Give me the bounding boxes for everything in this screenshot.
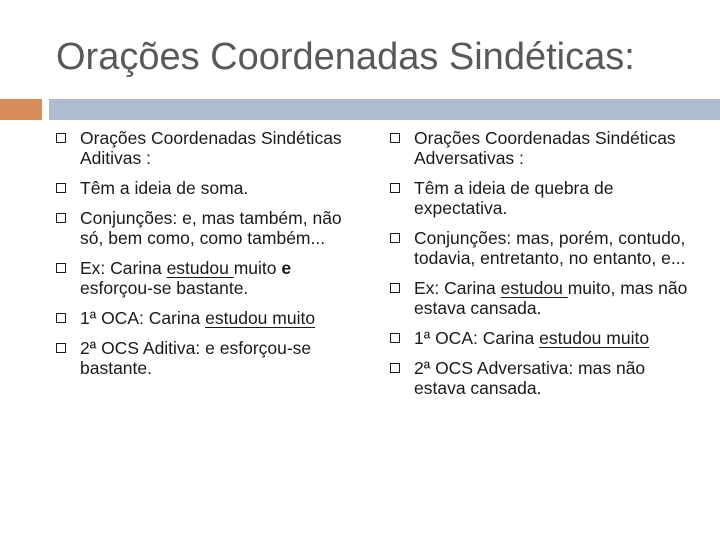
item-text: Orações Coordenadas Sindéticas Adversativas :: [414, 128, 676, 168]
item-text: Conjunções: mas, porém, contudo, todavia, entretanto, no entanto, e...: [414, 228, 686, 268]
accent-bar-blue: [49, 99, 720, 120]
bold-conjunction: e: [281, 258, 292, 278]
right-column-list: [390, 128, 690, 408]
list-item: [56, 208, 356, 248]
item-text: 1ª OCA: Carina estudou muito: [414, 328, 650, 348]
square-bullet-icon: [390, 283, 400, 293]
accent-bar-orange: [0, 99, 42, 120]
list-item: [390, 178, 690, 218]
square-bullet-icon: [56, 213, 66, 223]
square-bullet-icon: [56, 183, 66, 193]
item-text: Orações Coordenadas Sindéticas Aditivas :: [80, 128, 342, 168]
list-item: [56, 258, 356, 298]
list-item: [56, 128, 356, 168]
list-item: [390, 278, 690, 318]
underlined-verb: estudou muito: [205, 308, 316, 328]
item-text: Conjunções: e, mas também, não só, bem como, como também...: [80, 208, 342, 248]
square-bullet-icon: [56, 133, 66, 143]
square-bullet-icon: [390, 333, 400, 343]
underlined-verb: estudou muito: [539, 328, 650, 348]
slide-title: Orações Coordenadas Sindéticas:: [56, 36, 635, 78]
list-item: [390, 358, 690, 398]
list-item: [56, 338, 356, 378]
item-text: 2ª OCS Adversativa: mas não estava cansada.: [414, 358, 646, 398]
item-text: 1ª OCA: Carina estudou muito: [80, 308, 316, 328]
square-bullet-icon: [56, 263, 66, 273]
square-bullet-icon: [390, 133, 400, 143]
square-bullet-icon: [56, 343, 66, 353]
underlined-verb: estudou: [166, 258, 234, 278]
square-bullet-icon: [390, 363, 400, 373]
list-item: [390, 228, 690, 268]
left-column-list: [56, 128, 356, 388]
list-item: [56, 308, 356, 328]
item-text: Ex: Carina estudou muito, mas não estava cansada.: [414, 278, 688, 318]
item-text: Têm a ideia de soma.: [80, 178, 249, 198]
square-bullet-icon: [56, 313, 66, 323]
item-text: 2ª OCS Aditiva: e esforçou-se bastante.: [80, 338, 312, 378]
list-item: [390, 328, 690, 348]
item-text: Ex: Carina estudou muito e esforçou-se bastante.: [80, 258, 292, 298]
square-bullet-icon: [390, 183, 400, 193]
square-bullet-icon: [390, 233, 400, 243]
list-item: [390, 128, 690, 168]
item-text: Têm a ideia de quebra de expectativa.: [414, 178, 614, 218]
list-item: [56, 178, 356, 198]
underlined-verb: estudou: [500, 278, 568, 298]
